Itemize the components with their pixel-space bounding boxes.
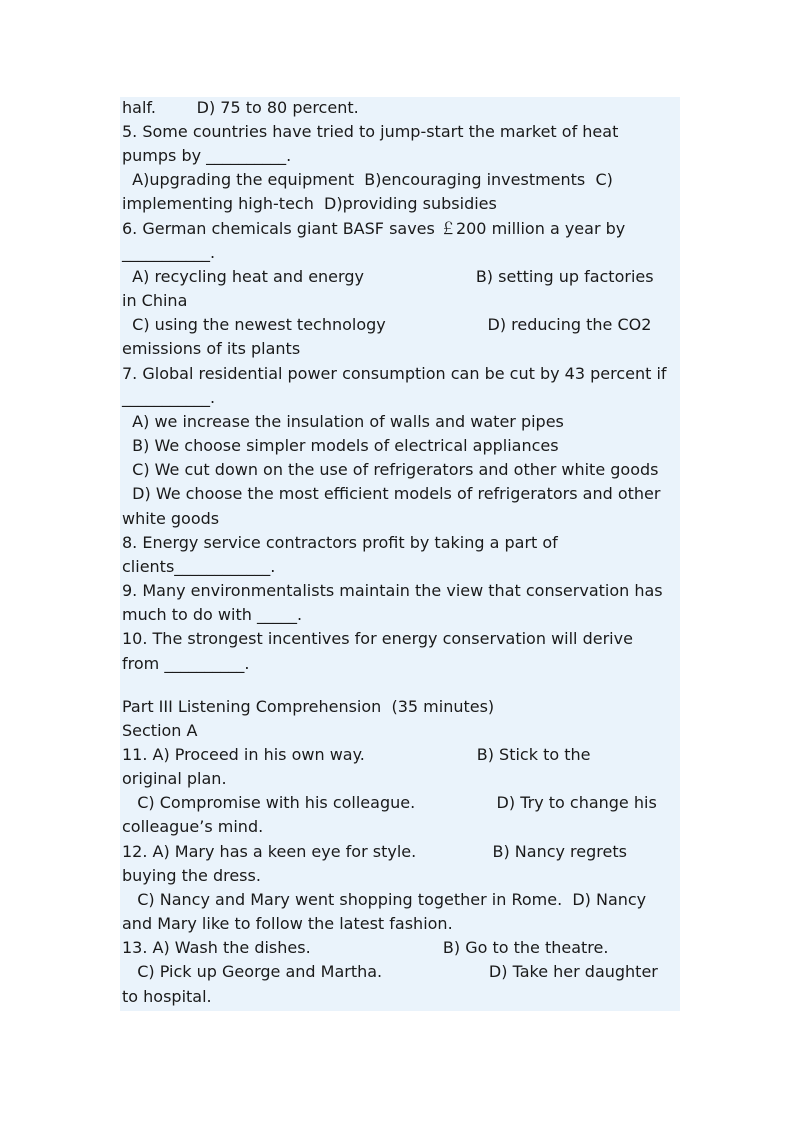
text-line: half. D) 75 to 80 percent. (122, 98, 359, 117)
question-5-options: A)upgrading the equipment B)encouraging investments C) (122, 170, 613, 189)
question-7-option-a: A) we increase the insulation of walls and water pipes (122, 412, 564, 431)
question-11-options: C) Compromise with his colleague. D) Try to change his (122, 793, 657, 812)
text-line: colleague’s mind. (122, 817, 264, 836)
text-line: ___________. (122, 388, 216, 407)
text-line: emissions of its plants (122, 339, 301, 358)
text-line: pumps by __________. (122, 146, 292, 165)
text-line: to hospital. (122, 987, 212, 1006)
text-line: original plan. (122, 769, 227, 788)
section-heading: Part III Listening Comprehension (35 minutes) (122, 697, 495, 716)
text-line: implementing high-tech D)providing subsidies (122, 194, 497, 213)
text-line: much to do with _____. (122, 605, 303, 624)
text-line: from __________. (122, 654, 250, 673)
question-10-stem: 10. The strongest incentives for energy conservation will derive (122, 629, 633, 648)
text-line: in China (122, 291, 188, 310)
question-12-stem: 12. A) Mary has a keen eye for style. B) Nancy regrets (122, 842, 627, 861)
question-7-option-d: D) We choose the most efficient models of refrigerators and other (122, 484, 661, 503)
text-line: white goods (122, 509, 220, 528)
question-7-stem: 7. Global residential power consumption can be cut by 43 percent if (122, 364, 667, 383)
question-13-stem: 13. A) Wash the dishes. B) Go to the theatre. (122, 938, 609, 957)
question-6-options: A) recycling heat and energy B) setting up factories (122, 267, 654, 286)
question-11-stem: 11. A) Proceed in his own way. B) Stick to the (122, 745, 591, 764)
question-6-stem: 6. German chemicals giant BASF saves ￡200 million a year by (122, 219, 626, 238)
text-line: buying the dress. (122, 866, 261, 885)
question-12-options: C) Nancy and Mary went shopping together in Rome. D) Nancy (122, 890, 647, 909)
question-13-options: C) Pick up George and Martha. D) Take her daughter (122, 962, 658, 981)
question-7-option-c: C) We cut down on the use of refrigerators and other white goods (122, 460, 659, 479)
document-page (120, 97, 680, 1011)
question-8-stem: 8. Energy service contractors profit by taking a part of (122, 533, 558, 552)
subsection-heading: Section A (122, 721, 198, 740)
question-9-stem: 9. Many environmentalists maintain the view that conservation has (122, 581, 663, 600)
question-5-stem: 5. Some countries have tried to jump-start the market of heat (122, 122, 619, 141)
text-line: clients____________. (122, 557, 276, 576)
question-7-option-b: B) We choose simpler models of electrical appliances (122, 436, 559, 455)
text-line: ___________. (122, 243, 216, 262)
text-line: and Mary like to follow the latest fashion. (122, 914, 453, 933)
question-6-options: C) using the newest technology D) reducing the CO2 (122, 315, 652, 334)
